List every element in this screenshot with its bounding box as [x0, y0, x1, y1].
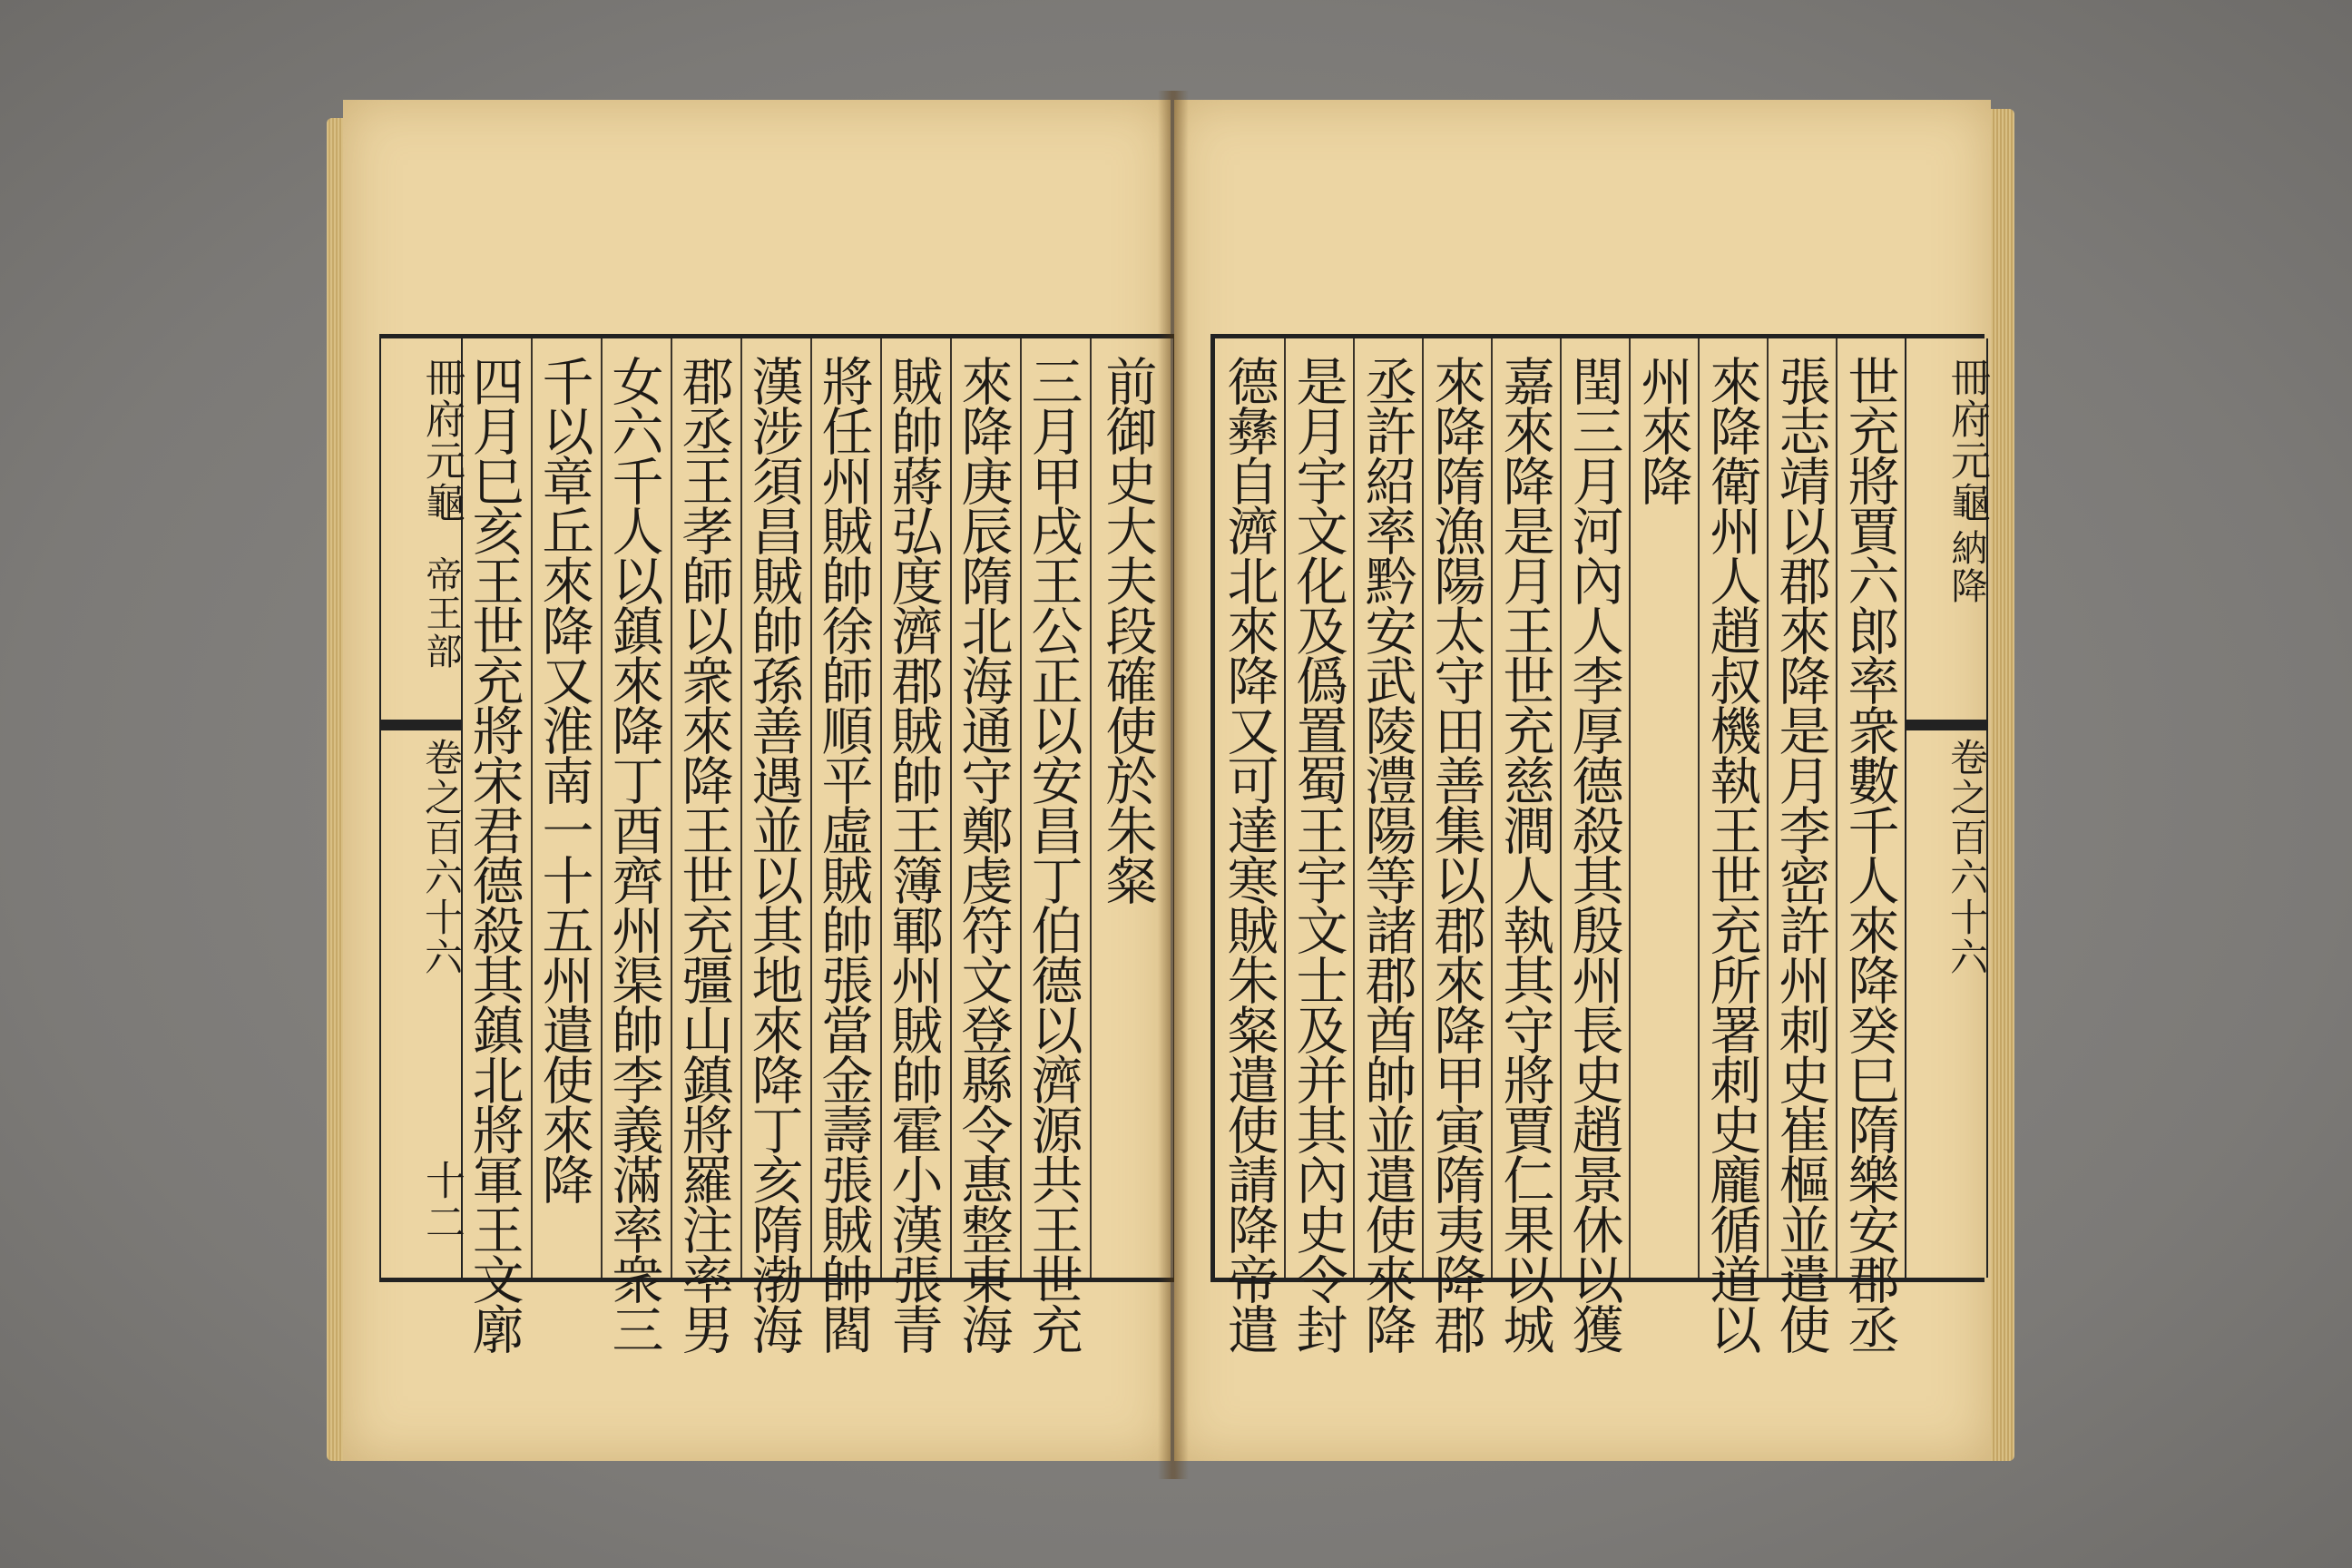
text-column: 千以章丘來降又淮南一十五州遣使來降 — [534, 355, 593, 1203]
text-column: 閏三月河內人李厚德殺其殷州長史趙景休以獲 — [1563, 355, 1623, 1353]
column-rule — [671, 338, 672, 1278]
column-rule — [1090, 338, 1092, 1278]
column-rule — [1629, 338, 1631, 1278]
column-rule — [1767, 338, 1769, 1278]
text-column: 郡丞王孝師以衆來降王世充彊山鎮將羅注率男 — [673, 355, 733, 1353]
fishtail-mark — [1906, 720, 1986, 730]
open-book — [327, 91, 2014, 1488]
bang-volume: 卷之百六十六 — [419, 738, 464, 977]
text-column: 來降庚辰隋北海通守鄭虔符文登縣令惠整東海 — [953, 355, 1013, 1353]
bang-chapter: 納降 — [1945, 529, 1987, 605]
page-edge-right — [1991, 109, 2014, 1461]
column-rule — [1836, 338, 1838, 1278]
text-column: 州來降 — [1632, 355, 1692, 505]
column-rule — [1422, 338, 1424, 1278]
right-page-bang — [1905, 338, 1988, 1278]
column-rule — [1284, 338, 1286, 1278]
book-gutter — [1158, 91, 1189, 1479]
bang-book-title: 冊府元龜 — [1944, 357, 1990, 524]
column-rule — [1698, 338, 1700, 1278]
text-column: 張志靖以郡來降是月李密許州刺史崔樞並遣使 — [1770, 355, 1830, 1353]
text-column: 丞許紹率黔安武陵澧陽等諸郡酋帥並遣使來降 — [1357, 355, 1416, 1353]
text-column: 德彝自濟北來降又可達寒賊朱粲遣使請降帝遣 — [1219, 355, 1279, 1353]
text-column: 將任州賊帥徐師順平虛賊帥張當金壽張賊帥閻 — [813, 355, 873, 1353]
column-rule — [880, 338, 882, 1278]
text-column: 三月甲戌王公正以安昌丁伯德以濟源共王世充 — [1023, 355, 1083, 1353]
text-column: 來降衛州人趙叔機執王世充所署刺史龐循道以 — [1701, 355, 1761, 1353]
bang-volume: 卷之百六十六 — [1945, 738, 1989, 977]
bang-section: 帝王部 — [420, 556, 462, 671]
right-text-frame — [1210, 334, 1990, 1353]
column-rule — [1560, 338, 1562, 1278]
column-rule — [531, 338, 533, 1278]
column-rule — [1491, 338, 1493, 1278]
left-page — [343, 100, 1171, 1461]
text-column: 女六千人以鎮來降丁酉齊州渠帥李義滿率衆三 — [603, 355, 663, 1353]
text-column: 賊帥蔣弘度濟郡賊帥王簿鄆州賊帥霍小漢張青 — [883, 355, 943, 1353]
bang-page-number: 十二 — [418, 1160, 465, 1243]
left-page-bang — [379, 338, 463, 1278]
text-column: 嘉來降是月王世充慈澗人執其守將賈仁果以城 — [1494, 355, 1554, 1353]
right-page — [1174, 100, 1991, 1461]
left-text-frame — [379, 334, 1178, 1353]
text-column: 前御史大夫段確使於朱粲 — [1097, 355, 1157, 904]
column-rule — [1020, 338, 1022, 1278]
column-rule — [810, 338, 812, 1278]
column-rule — [740, 338, 742, 1278]
text-column: 來降隋漁陽太守田善集以郡來降甲寅隋夷降郡 — [1426, 355, 1485, 1353]
text-column: 是月宇文化及僞置蜀王宇文士及并其內史令封 — [1288, 355, 1348, 1353]
fishtail-mark — [381, 720, 461, 730]
column-rule — [950, 338, 952, 1278]
text-column: 四月巳亥王世充將宋君德殺其鎮北將軍王文廓 — [464, 355, 524, 1353]
column-rule — [1353, 338, 1355, 1278]
column-rule — [601, 338, 603, 1278]
bang-book-title: 冊府元龜 — [418, 357, 465, 524]
text-column: 世充將賈六郎率衆數千人來降癸巳隋樂安郡丞 — [1839, 355, 1899, 1353]
text-column: 漢涉須昌賊帥孫善遇並以其地來降丁亥隋渤海 — [743, 355, 803, 1353]
